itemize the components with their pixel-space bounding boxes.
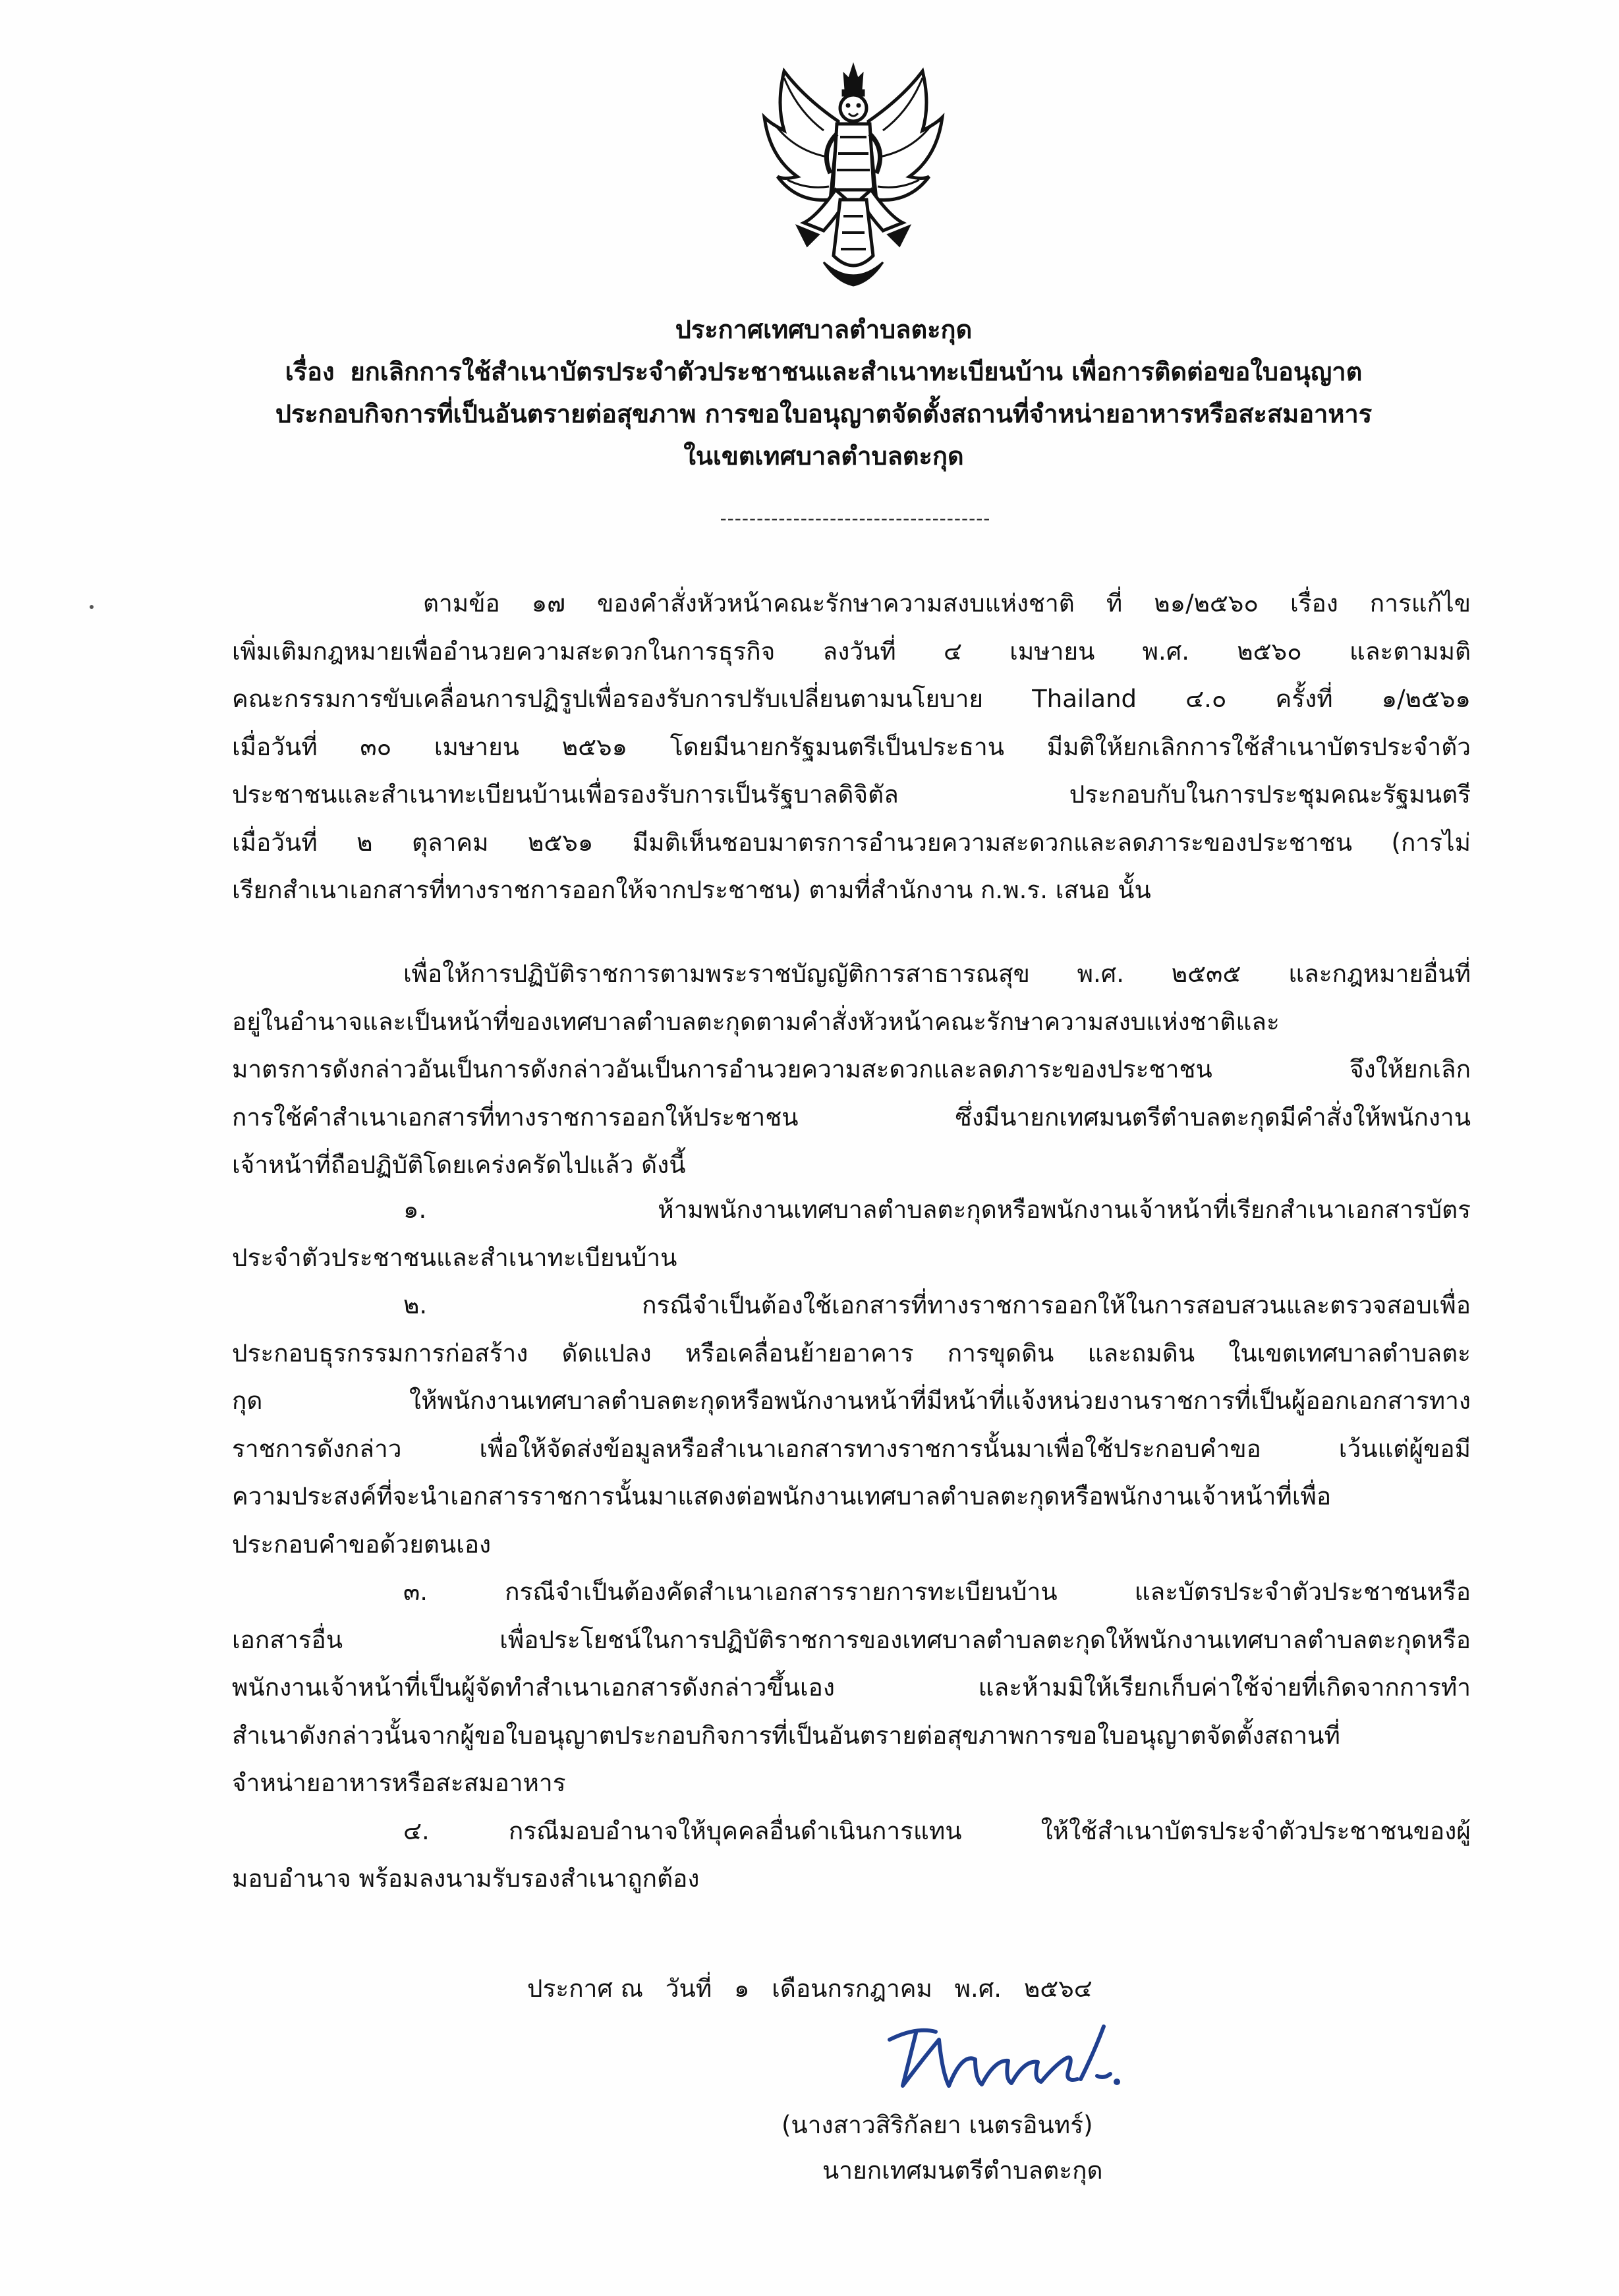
- paragraph-line: คณะกรรมการขับเคลื่อนการปฏิรูปเพื่อรองรับการปรับเปลี่ยนตามนโยบาย Thailand ๔.๐ ครั้งที่ ๑/๒๕๖๑: [232, 685, 1471, 713]
- item-line: สำเนาดังกล่าวนั้นจากผู้ขอใบอนุญาตประกอบกิจการที่เป็นอันตรายต่อสุขภาพการขอใบอนุญาตจัดตั้งสถานที่: [232, 1721, 1340, 1750]
- paragraph-line: การใช้คำสำเนาเอกสารที่ทางราชการออกให้ประชาชน ซึ่งมีนายกเทศมนตรีตำบลตะกุดมีคำสั่งให้พนักงาน: [232, 1103, 1471, 1132]
- year-value: ๒๕๖๔: [1023, 1974, 1093, 2003]
- item-line: ๔. กรณีมอบอำนาจให้บุคคลอื่นดำเนินการแทน ให้ใช้สำเนาบัตรประจำตัวประชาชนของผู้: [403, 1816, 1471, 1845]
- signer-title: นายกเทศมนตรีตำบลตะกุด: [822, 2156, 1103, 2185]
- title-line-3: ประกอบกิจการที่เป็นอันตรายต่อสุขภาพ การขอใบอนุญาตจัดตั้งสถานที่จำหน่ายอาหารหรือสะสมอาหาร: [275, 399, 1373, 428]
- day-value: ๑: [734, 1974, 750, 2003]
- subject-text: ยกเลิกการใช้สำเนาบัตรประจำตัวประชาชนและสำเนาทะเบียนบ้าน เพื่อการติดต่อขอใบอนุญาต: [350, 357, 1363, 386]
- paragraph-line: เพิ่มเติมกฎหมายเพื่ออำนวยความสะดวกในการธุรกิจ ลงวันที่ ๔ เมษายน พ.ศ. ๒๕๖๐ และตามมติ: [232, 637, 1471, 666]
- paragraph-line: เรียกสำเนาเอกสารที่ทางราชการออกให้จากประชาชน) ตามที่สำนักงาน ก.พ.ร. เสนอ นั้น: [232, 876, 1151, 904]
- announcement-title: [165, 308, 1483, 477]
- item-3: [232, 1568, 1471, 1808]
- item-line: ความประสงค์ที่จะนำเอกสารราชการนั้นมาแสดงต่อพนักงานเทศบาลตำบลตะกุดหรือพนักงานเจ้าหน้าที่เพื่อ: [232, 1482, 1332, 1510]
- item-line: ๑. ห้ามพนักงานเทศบาลตำบลตะกุดหรือพนักงานเจ้าหน้าที่เรียกสำเนาเอกสารบัตร: [403, 1195, 1471, 1224]
- paragraph-line: เมื่อวันที่ ๒ ตุลาคม ๒๕๖๑ มีมติเห็นชอบมาตรการอำนวยความสะดวกและลดภาระของประชาชน (การไม่: [232, 828, 1471, 857]
- paragraph-line: อยู่ในอำนาจและเป็นหน้าที่ของเทศบาลตำบลตะกุดตามคำสั่งหัวหน้าคณะรักษาความสงบแห่งชาติและ: [232, 1007, 1280, 1036]
- paragraph-line: เมื่อวันที่ ๓๐ เมษายน ๒๕๖๑ โดยมีนายกรัฐมนตรีเป็นประธาน มีมติให้ยกเลิกการใช้สำเนาบัตรประจำตัว: [232, 732, 1471, 761]
- title-line-2: [165, 351, 1483, 393]
- item-line: กุด ให้พนักงานเทศบาลตำบลตะกุดหรือพนักงานหน้าที่มีหน้าที่แจ้งหน่วยงานราชการที่เป็นผู้ออกเอกสารทาง: [232, 1387, 1471, 1415]
- announce-label: ประกาศ ณ: [527, 1974, 643, 2003]
- paragraph-line: มาตรการดังกล่าวอันเป็นการดังกล่าวอันเป็นการอำนวยความสะดวกและลดภาระของประชาชน จึงให้ยกเลิก: [232, 1055, 1471, 1083]
- item-line: ประกอบคำขอด้วยตนเอง: [232, 1530, 492, 1559]
- title-line-4: ในเขตเทศบาลตำบลตะกุด: [683, 442, 964, 471]
- handwritten-signature-icon: [876, 2013, 1127, 2099]
- item-4: [232, 1808, 1471, 1903]
- garuda-emblem-icon: [758, 58, 949, 289]
- year-label: พ.ศ.: [954, 1974, 1002, 2003]
- paragraph-line: เจ้าหน้าที่ถือปฏิบัติโดยเคร่งครัดไปแล้ว ดังนี้: [232, 1151, 686, 1179]
- item-line: เอกสารอื่น เพื่อประโยชน์ในการปฏิบัติราชการของเทศบาลตำบลตะกุดให้พนักงานเทศบาลตำบลตะกุดหรือ: [232, 1625, 1471, 1654]
- item-line: พนักงานเจ้าหน้าที่เป็นผู้จัดทำสำเนาเอกสารดังกล่าวขึ้นเอง และห้ามมิให้เรียกเก็บค่าใช้จ่ายที่เกิดจากการทำ: [232, 1673, 1471, 1702]
- paragraph-2: [232, 950, 1471, 1190]
- item-2: [232, 1282, 1471, 1568]
- item-line: ประจำตัวประชาชนและสำเนาทะเบียนบ้าน: [232, 1243, 677, 1272]
- item-1: [232, 1186, 1471, 1282]
- numbered-items: [232, 1186, 1471, 1903]
- day-label: วันที่: [665, 1974, 712, 2003]
- paragraph-line: ประชาชนและสำเนาทะเบียนบ้านเพื่อรองรับการเป็นรัฐบาลดิจิตัล ประกอบกับในการประชุมคณะรัฐมนตรี: [232, 780, 1471, 809]
- item-line: ราชการดังกล่าว เพื่อให้จัดส่งข้อมูลหรือสำเนาเอกสารทางราชการนั้นมาเพื่อใช้ประกอบคำขอ เว้นแต่ผู้ขอมี: [232, 1434, 1471, 1463]
- paragraph-line: เพื่อให้การปฏิบัติราชการตามพระราชบัญญัติการสาธารณสุข พ.ศ. ๒๕๓๕ และกฎหมายอื่นที่: [403, 960, 1471, 988]
- subject-label: เรื่อง: [285, 357, 335, 386]
- paragraph-line: ตามข้อ ๑๗ ของคำสั่งหัวหน้าคณะรักษาความสงบแห่งชาติ ที่ ๒๑/๒๕๖๐ เรื่อง การแก้ไข: [423, 589, 1471, 617]
- item-line: จำหน่ายอาหารหรือสะสมอาหาร: [232, 1769, 566, 1797]
- month-value: เดือนกรกฎาคม: [772, 1974, 932, 2003]
- item-line: ๒. กรณีจำเป็นต้องใช้เอกสารที่ทางราชการออกให้ในการสอบสวนและตรวจสอบเพื่อ: [403, 1291, 1471, 1319]
- item-line: มอบอำนาจ พร้อมลงนามรับรองสำเนาถูกต้อง: [232, 1864, 700, 1893]
- signer-name: (นางสาวสิริกัลยา เนตรอินทร์): [781, 2111, 1093, 2139]
- scan-speck: [90, 605, 94, 609]
- title-line-1: ประกาศเทศบาลตำบลตะกุด: [675, 315, 973, 344]
- item-line: ประกอบธุรกรรมการก่อสร้าง ดัดแปลง หรือเคลื่อนย้ายอาคาร การขุดดิน และถมดิน ในเขตเทศบาลตำบลตะ: [232, 1338, 1471, 1367]
- announcement-date: [527, 1969, 1107, 2009]
- paragraph-1: [232, 580, 1471, 915]
- title-divider: -------------------------------------: [720, 507, 991, 529]
- item-line: ๓. กรณีจำเป็นต้องคัดสำเนาเอกสารรายการทะเบียนบ้าน และบัตรประจำตัวประชาชนหรือ: [403, 1578, 1471, 1606]
